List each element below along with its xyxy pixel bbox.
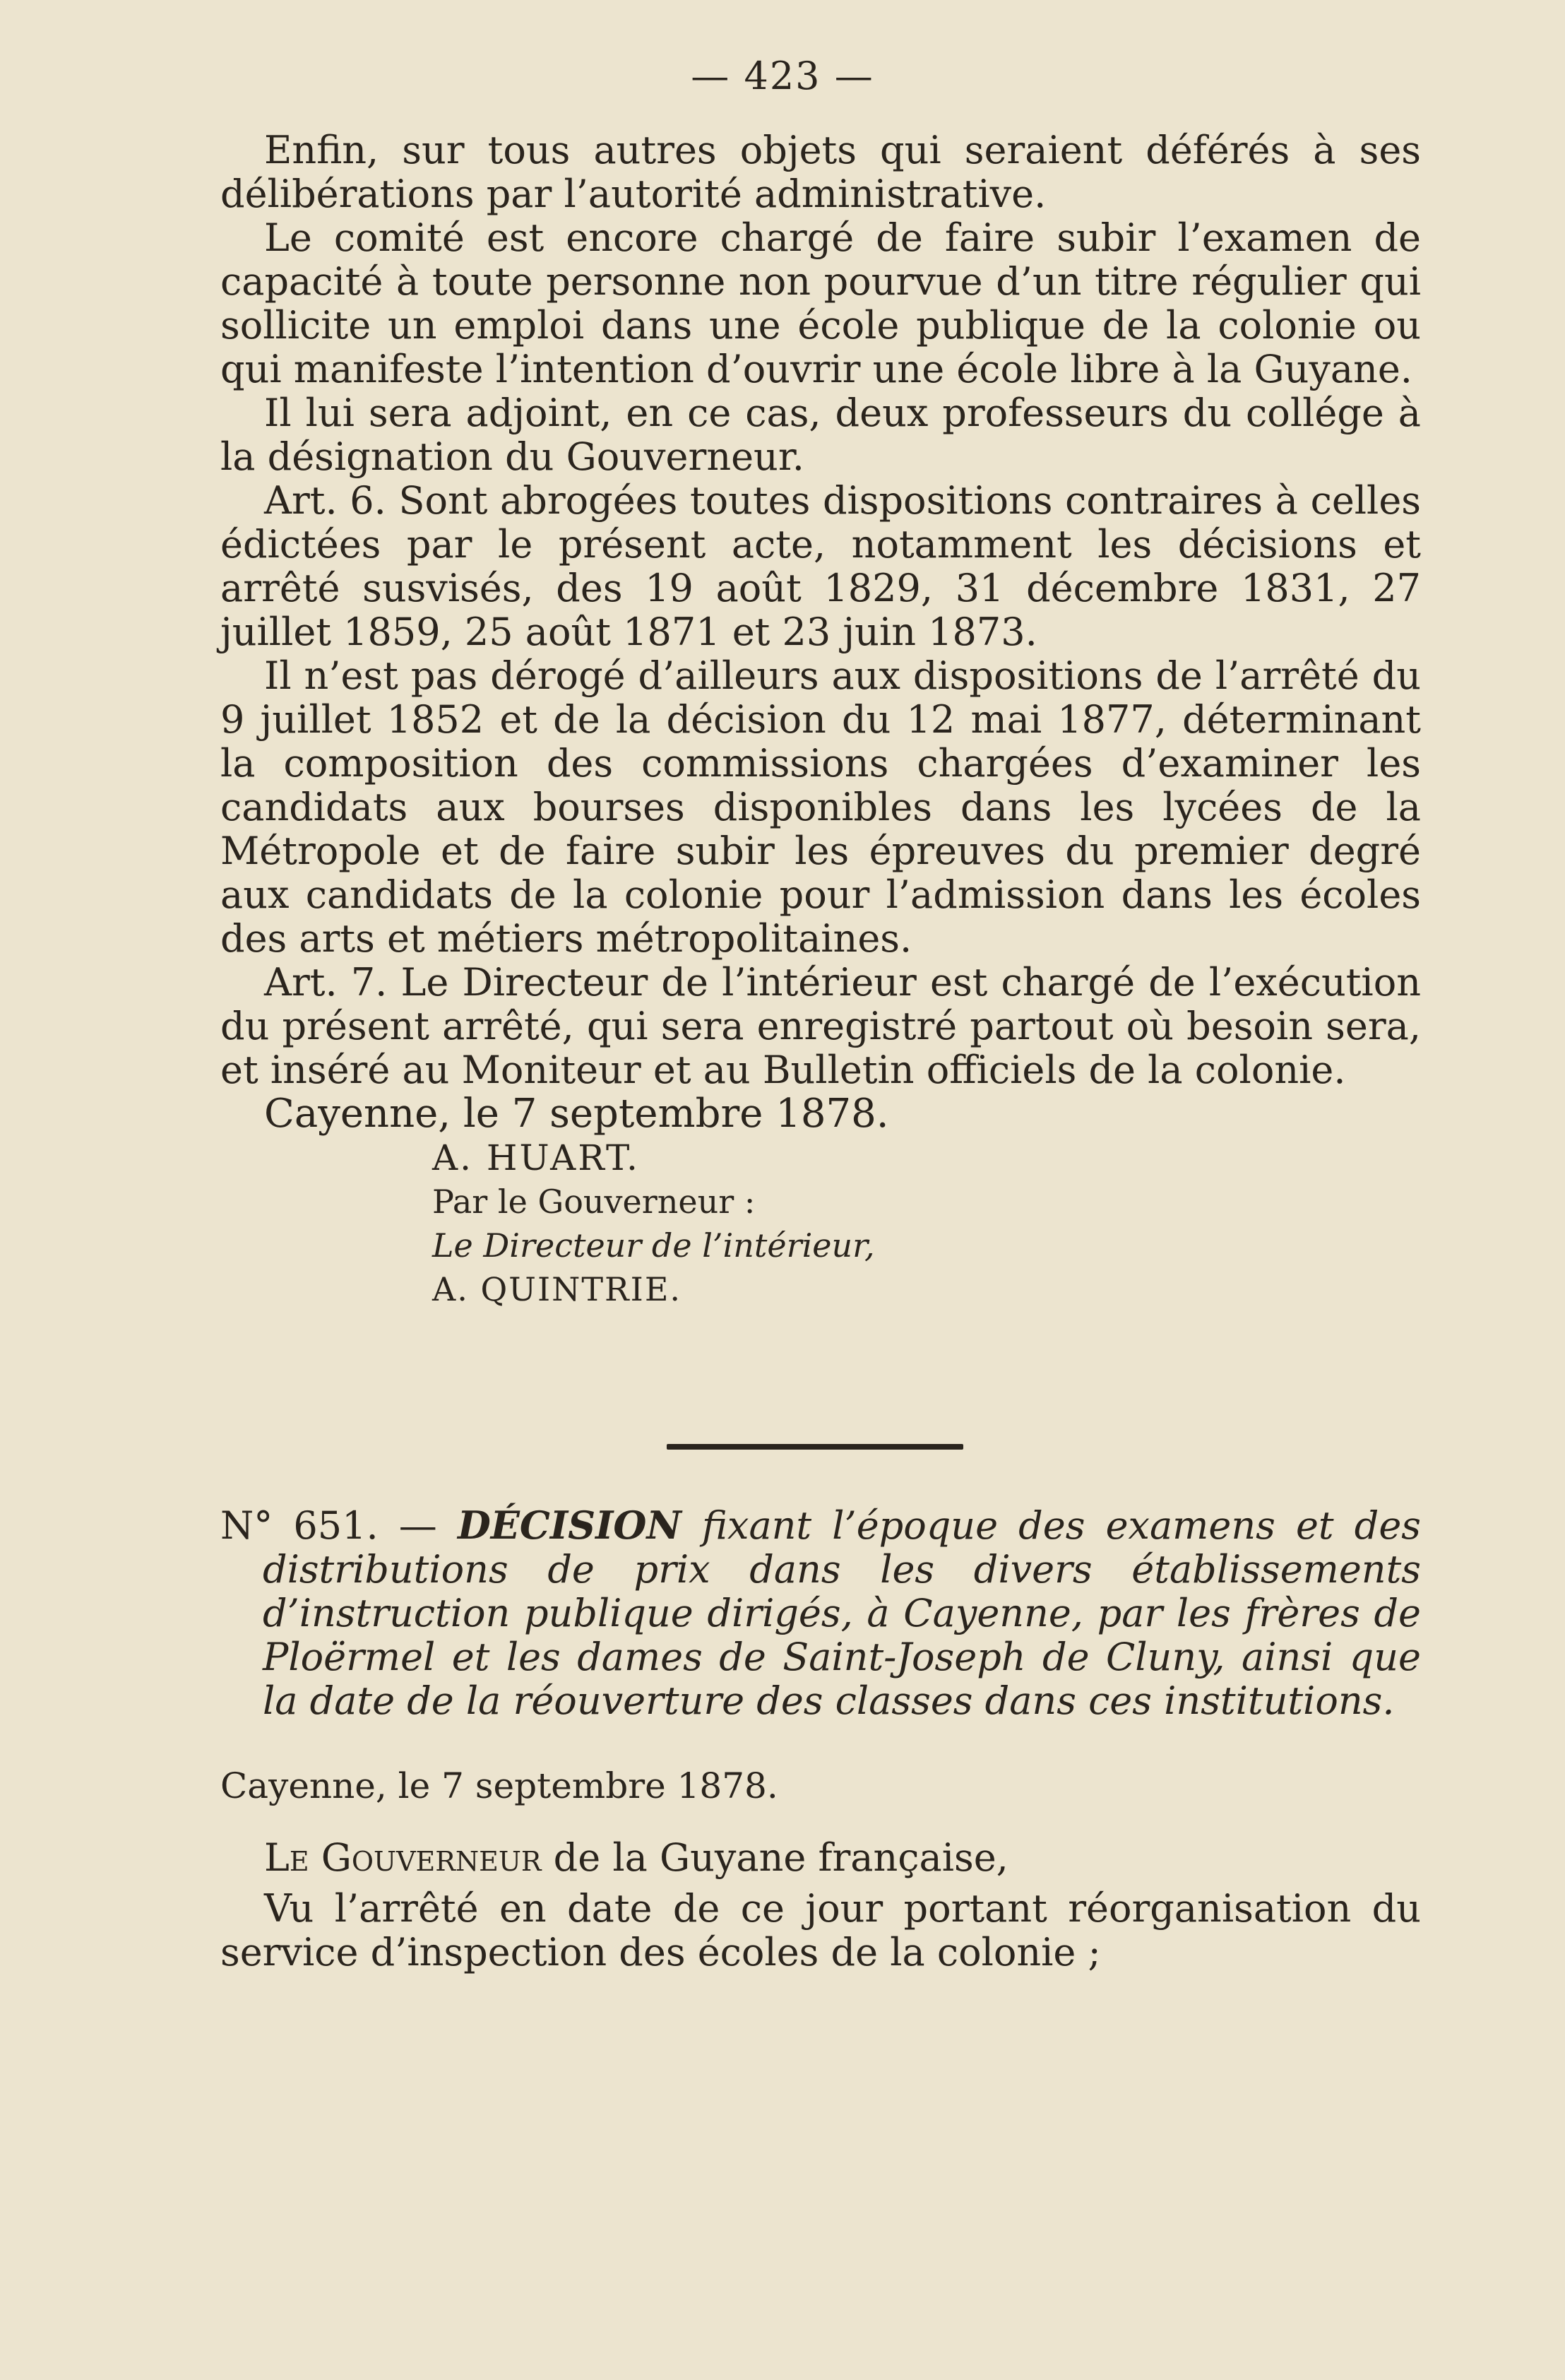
- place-date: Cayenne, le 7 septembre 1878.: [220, 1765, 778, 1806]
- upper-text-block: [220, 129, 1421, 1311]
- countersignature: A. QUINTRIE.: [432, 1270, 682, 1308]
- paragraph: Enfin, sur tous autres objets qui seraient déférés à ses délibérations par l’autorité administrative.: [220, 128, 1421, 216]
- paragraph: Il lui sera adjoint, en ce cas, deux professeurs du collége à la désignation du Gouverneur.: [220, 391, 1421, 479]
- preamble: [220, 1836, 1421, 1880]
- signature-role: Le Directeur de l’intérieur,: [432, 1226, 875, 1265]
- decision-heading: [220, 1503, 1421, 1723]
- place-date: Cayenne, le 7 septembre 1878.: [264, 1091, 889, 1137]
- page-number: — 423 —: [691, 54, 874, 98]
- lower-text-block: [220, 1503, 1421, 1975]
- paragraph: Il n’est pas dérogé d’ailleurs aux dispositions de l’arrêté du 9 juillet 1852 et de la décision du 12 mai 1877, déterminant la composition des commissions chargées d’examiner les candidats aux bourses disponibles dans les lycées de la Métropole et de faire subir les épreuves du premier degré aux candidats de la colonie pour l’admission dans les écoles des arts et métiers métropolitaines.: [220, 653, 1421, 961]
- signature-by: Par le Gouverneur :: [432, 1183, 756, 1221]
- decision-number: N° 651. —: [220, 1503, 437, 1548]
- considering-clause: Vu l’arrêté en date de ce jour portant réorganisation du service d’inspection des écoles de la colonie ;: [220, 1886, 1421, 1975]
- article-7: Art. 7. Le Directeur de l’intérieur est chargé de l’exécution du présent arrêté, qui sera enregistré partout où besoin sera, et inséré au Moniteur et au Bulletin officiels de la colonie.: [220, 960, 1421, 1092]
- decision-subject: fixant l’époque des examens et des distributions de prix dans les divers établissements d’instruction publique dirigés, à Cayenne, par les frères de Ploërmel et les dames de Saint-Joseph de Cluny, ainsi que la date de la réouverture des classes dans ces institutions.: [263, 1503, 1422, 1723]
- paragraph: Le comité est encore chargé de faire subir l’examen de capacité à toute personne non pourvue d’un titre régulier qui sollicite un emploi dans une école publique de la colonie ou qui manifeste l’intention d’ouvrir une école libre à la Guyane.: [220, 215, 1421, 391]
- signature-name: A. HUART.: [432, 1137, 640, 1178]
- section-divider: [667, 1444, 963, 1450]
- decision-title: DÉCISION: [457, 1503, 682, 1548]
- preamble-rest: de la Guyane française,: [553, 1835, 1008, 1880]
- preamble-subject: Le Gouverneur: [264, 1835, 542, 1880]
- article-6: Art. 6. Sont abrogées toutes dispositions contraires à celles édictées par le présent acte, notamment les décisions et arrêté susvisés, des 19 août 1829, 31 décembre 1831, 27 juillet 1859, 25 août 1871 et 23 juin 1873.: [220, 478, 1421, 654]
